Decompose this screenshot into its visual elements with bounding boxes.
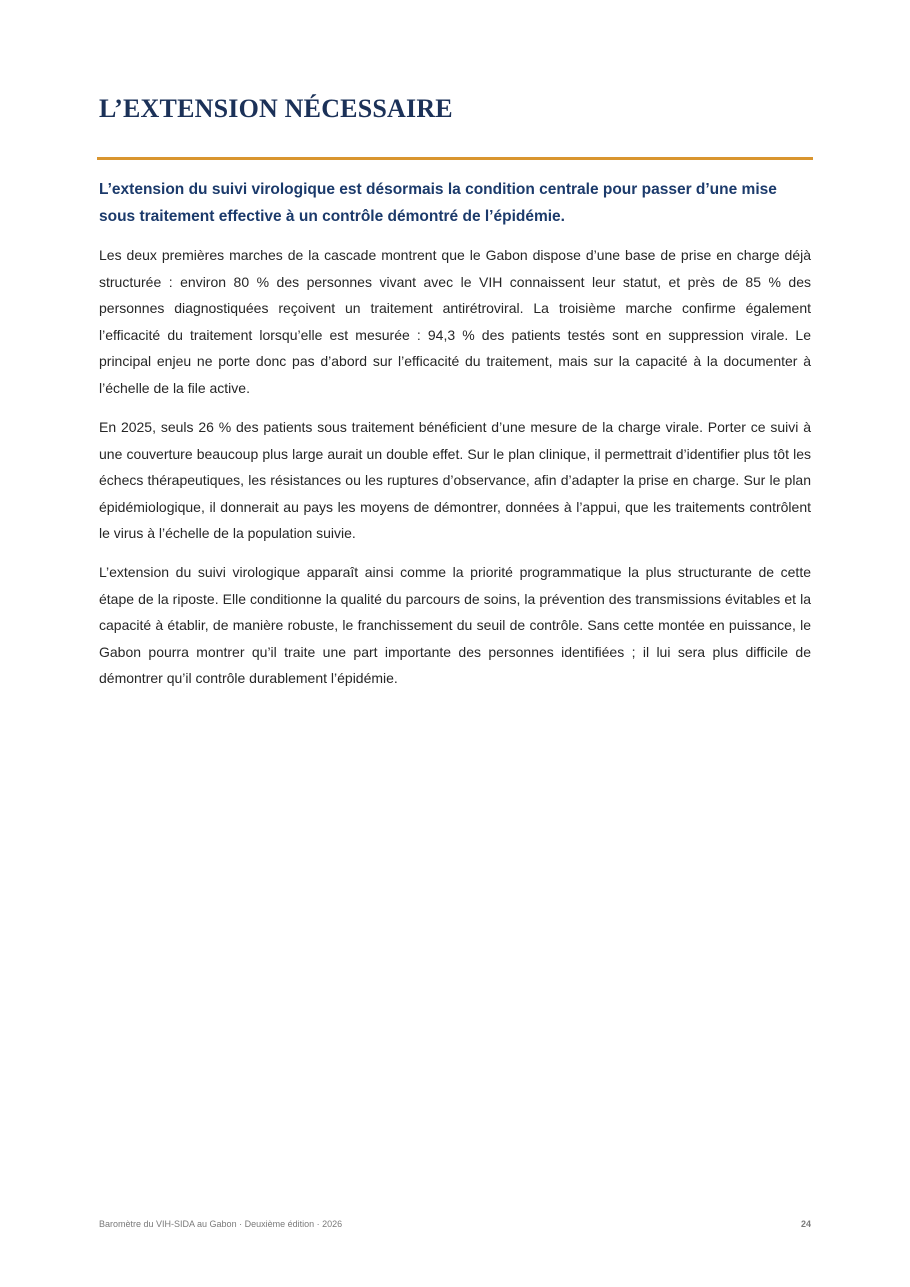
page-title: L’EXTENSION NÉCESSAIRE [99,94,453,123]
footer-page-number: 24 [800,1219,811,1229]
title-divider [97,157,813,160]
footer-publication: Baromètre du VIH-SIDA au Gabon · Deuxième édition · 2026 [99,1219,343,1229]
body-paragraph-1: Les deux premières marches de la cascade montrent que le Gabon dispose d’une base de prise en charge déjà structurée : environ 80 % des personnes vivant avec le VIH connaissent leur statut, et près de 85 % des personnes diagnostiquées reçoivent un traitement antirétroviral. La troisième marche confirme également l’efficacité du traitement lorsqu’elle est mesurée : 94,3 % des patients testés sont en suppression virale. Le principal enjeu ne porte donc pas d’abord sur l’efficacité du traitement, mais sur la capacité à la documenter à l’échelle de la file active. [99,247,811,396]
lead-paragraph: L’extension du suivi virologique est désormais la condition centrale pour passer d’une mise sous traitement effective à un contrôle démontré de l’épidémie. [99,181,777,225]
body-paragraph-2: En 2025, seuls 26 % des patients sous traitement bénéficient d’une mesure de la charge virale. Porter ce suivi à une couverture beaucoup plus large aurait un double effet. Sur le plan clinique, il permettrait d’identifier plus tôt les échecs thérapeutiques, les résistances ou les ruptures d’observance, afin d’adapter la prise en charge. Sur le plan épidémiologique, il donnerait au pays les moyens de démontrer, données à l’appui, que les traitements contrôlent le virus à l’échelle de la population suivie. [99,419,811,542]
body-paragraph-3: L’extension du suivi virologique apparaît ainsi comme la priorité programmatique la plus structurante de cette étape de la riposte. Elle conditionne la qualité du parcours de soins, la prévention des transmissions évitables et la capacité à établir, de manière robuste, le franchissement du seuil de contrôle. Sans cette montée en puissance, le Gabon pourra montrer qu’il traite une part importante des personnes identifiées ; il lui sera plus difficile de démontrer qu’il contrôle durablement l’épidémie. [99,564,811,687]
